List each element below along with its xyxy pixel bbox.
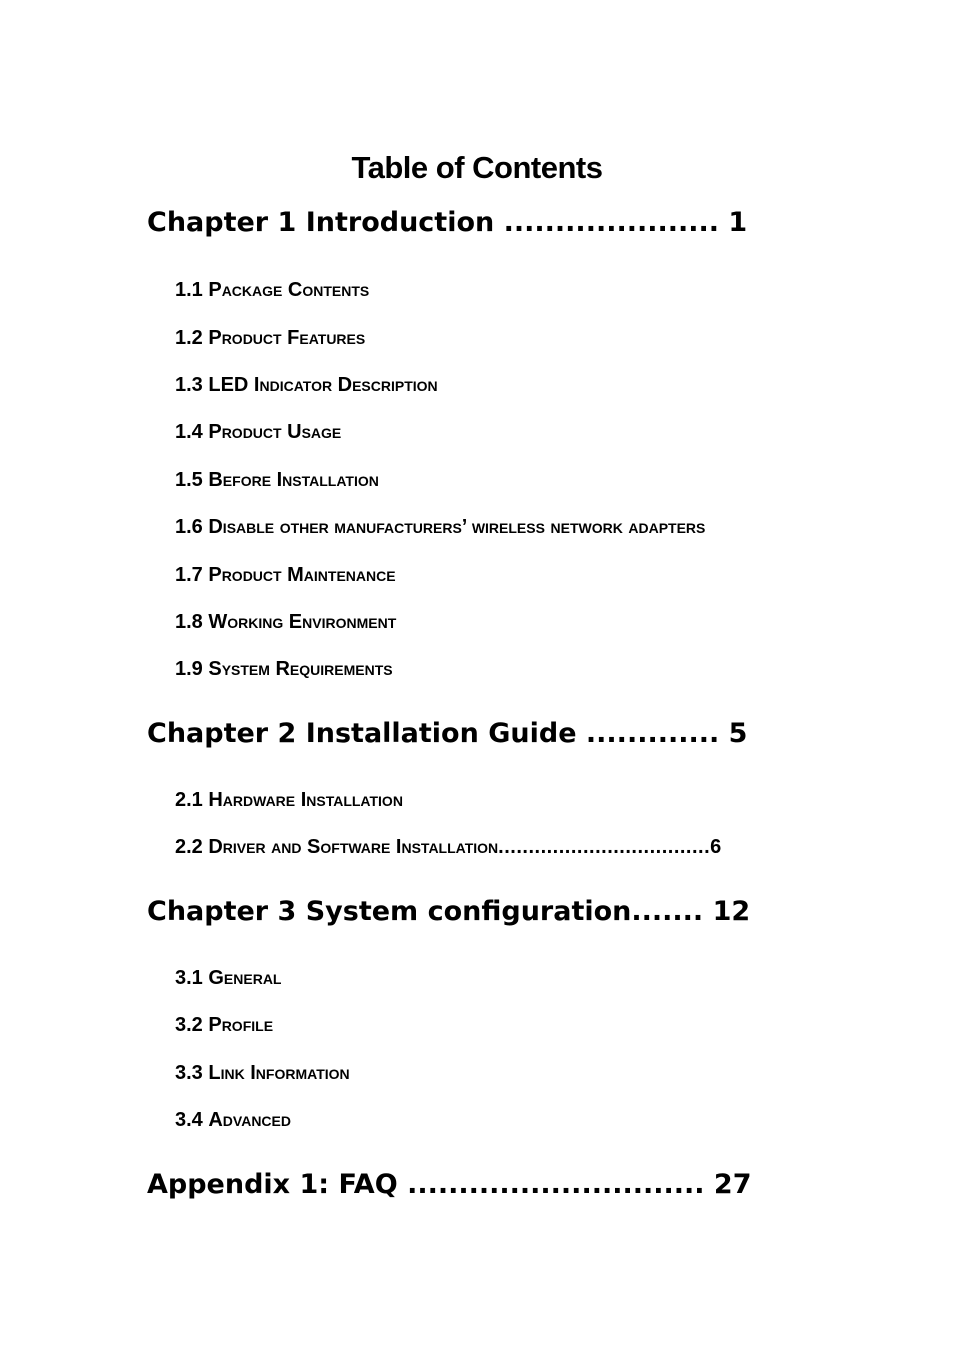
section-title: Product Usage bbox=[208, 421, 342, 443]
section-title: Working Environment bbox=[208, 611, 397, 633]
toc-section-1-4[interactable] bbox=[175, 419, 341, 445]
section-number: 3.4 bbox=[175, 1109, 209, 1131]
toc-section-3-4[interactable] bbox=[175, 1107, 291, 1133]
chapter-title: Chapter 2 Installation Guide bbox=[147, 718, 577, 749]
section-number: 1.3 bbox=[175, 374, 209, 396]
page-number: 27 bbox=[704, 1169, 752, 1200]
section-number: 1.4 bbox=[175, 421, 209, 443]
section-number: 3.3 bbox=[175, 1062, 209, 1084]
section-number: 1.9 bbox=[175, 658, 209, 680]
toc-section-1-3[interactable] bbox=[175, 372, 438, 398]
toc-section-3-3[interactable] bbox=[175, 1060, 350, 1086]
toc-section-2-1[interactable] bbox=[175, 787, 403, 813]
toc-chapter-3[interactable] bbox=[147, 895, 750, 929]
page-number: 5 bbox=[719, 718, 748, 749]
section-title: System Requirements bbox=[208, 658, 393, 680]
section-number: 1.6 bbox=[175, 516, 209, 538]
section-title: Advanced bbox=[208, 1109, 291, 1131]
section-number: 1.5 bbox=[175, 469, 209, 491]
section-number: 1.7 bbox=[175, 564, 209, 586]
section-title: Driver and Software Installation bbox=[208, 836, 499, 858]
toc-section-1-6[interactable] bbox=[175, 514, 705, 540]
section-title: LED Indicator Description bbox=[208, 374, 438, 396]
section-title: Link Information bbox=[208, 1062, 350, 1084]
dot-leader: ....... bbox=[631, 896, 704, 927]
section-title: Package Contents bbox=[208, 279, 370, 301]
dot-leader: ............. bbox=[576, 718, 720, 749]
section-title: General bbox=[208, 967, 282, 989]
toc-chapter-2[interactable] bbox=[147, 717, 747, 751]
page-title: Table of Contents bbox=[351, 150, 603, 185]
section-title: Disable other manufacturers’ wireless network adapters bbox=[208, 516, 706, 538]
section-title: Before Installation bbox=[208, 469, 379, 491]
toc-section-1-7[interactable] bbox=[175, 562, 396, 588]
toc-appendix-1[interactable] bbox=[147, 1168, 752, 1202]
section-title: Product Maintenance bbox=[208, 564, 396, 586]
dot-leader: ................................... bbox=[498, 836, 711, 858]
dot-leader: ..................... bbox=[494, 207, 720, 238]
toc-section-2-2[interactable] bbox=[175, 834, 721, 860]
section-title: Profile bbox=[208, 1014, 274, 1036]
page-number: 6 bbox=[710, 836, 722, 858]
section-number: 1.8 bbox=[175, 611, 209, 633]
toc-section-3-2[interactable] bbox=[175, 1012, 273, 1038]
section-number: 1.1 bbox=[175, 279, 209, 301]
section-number: 3.1 bbox=[175, 967, 209, 989]
section-number: 3.2 bbox=[175, 1014, 209, 1036]
section-title: Hardware Installation bbox=[208, 789, 403, 811]
toc-section-1-5[interactable] bbox=[175, 467, 379, 493]
toc-section-3-1[interactable] bbox=[175, 965, 281, 991]
section-number: 2.2 bbox=[175, 836, 209, 858]
toc-section-1-1[interactable] bbox=[175, 277, 369, 303]
page-number: 12 bbox=[703, 896, 751, 927]
dot-leader: ............................. bbox=[397, 1169, 705, 1200]
appendix-title: Appendix 1: FAQ bbox=[147, 1169, 398, 1200]
toc-section-1-2[interactable] bbox=[175, 325, 365, 351]
chapter-title: Chapter 1 Introduction bbox=[147, 207, 495, 238]
section-number: 1.2 bbox=[175, 327, 209, 349]
toc-section-1-8[interactable] bbox=[175, 609, 396, 635]
toc-section-1-9[interactable] bbox=[175, 656, 393, 682]
chapter-title: Chapter 3 System configuration bbox=[147, 896, 632, 927]
page-number: 1 bbox=[719, 207, 748, 238]
section-number: 2.1 bbox=[175, 789, 209, 811]
section-title: Product Features bbox=[208, 327, 366, 349]
toc-chapter-1[interactable] bbox=[147, 206, 747, 240]
